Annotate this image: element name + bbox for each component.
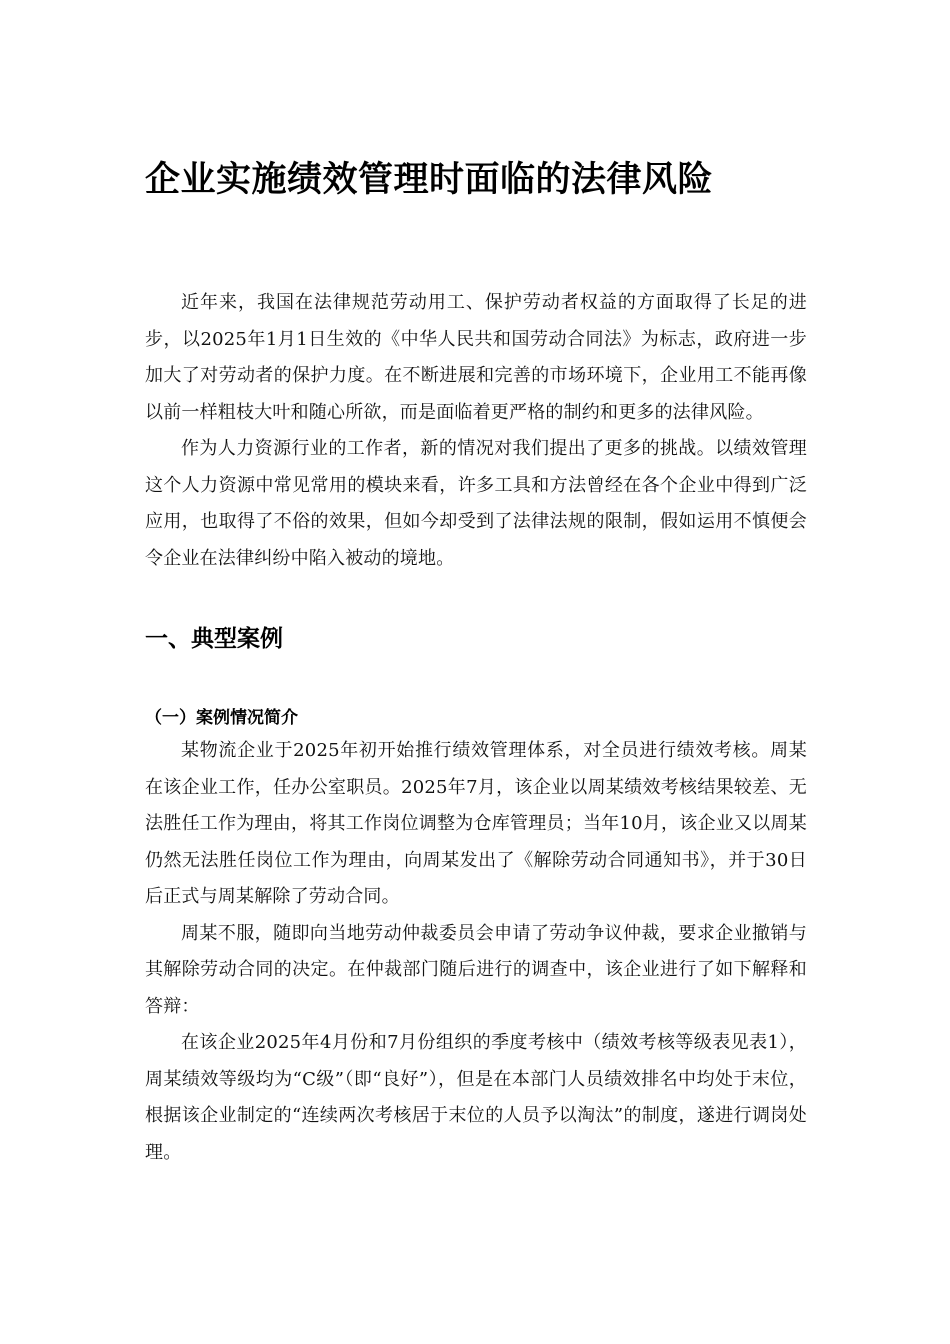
intro-paragraph-1: 近年来，我国在法律规范劳动用工、保护劳动者权益的方面取得了长足的进步，以2025年1月1日生效的《中华人民共和国劳动合同法》为标志，政府进一步加大了对劳动者的保护力度。在不断进展和完善的市场环境下，企业用工不能再像以前一样粗枝大叶和随心所欲，而是面临着更严格的制约和更多的法律风险。 bbox=[145, 292, 807, 423]
case-summary-body bbox=[145, 733, 807, 1171]
intro-paragraph-2: 作为人力资源行业的工作者，新的情况对我们提出了更多的挑战。以绩效管理这个人力资源中常见常用的模块来看，许多工具和方法曾经在各个企业中得到广泛应用，也取得了不俗的效果，但如今却受到了法律法规的限制，假如运用不慎便会令企业在法律纠纷中陷入被动的境地。 bbox=[145, 438, 807, 569]
document-title: 企业实施绩效管理时面临的法律风险 bbox=[145, 160, 714, 200]
intro-section bbox=[145, 285, 807, 577]
case-paragraph-2: 周某不服，随即向当地劳动仲裁委员会申请了劳动争议仲裁，要求企业撤销与其解除劳动合同的决定。在仲裁部门随后进行的调查中，该企业进行了如下解释和答辩： bbox=[145, 922, 807, 1017]
document-body bbox=[145, 150, 807, 1171]
case-paragraph-3: 在该企业2025年4月份和7月份组织的季度考核中（绩效考核等级表见表1），周某绩效等级均为“C级”（即“良好”），但是在本部门人员绩效排名中均处于末位，根据该企业制定的“连续两次考核居于末位的人员予以淘汰”的制度，遂进行调岗处理。 bbox=[145, 1032, 807, 1163]
section-heading-typical-cases: 一、典型案例 bbox=[145, 626, 283, 652]
subsection-heading-case-summary: （一）案例情况简介 bbox=[145, 708, 298, 728]
case-paragraph-1: 某物流企业于2025年初开始推行绩效管理体系，对全员进行绩效考核。周某在该企业工作，任办公室职员。2025年7月，该企业以周某绩效考核结果较差、无法胜任工作为理由，将其工作岗位调整为仓库管理员；当年10月，该企业又以周某仍然无法胜任岗位工作为理由，向周某发出了《解除劳动合同通知书》，并于30日后正式与周某解除了劳动合同。 bbox=[145, 740, 807, 907]
